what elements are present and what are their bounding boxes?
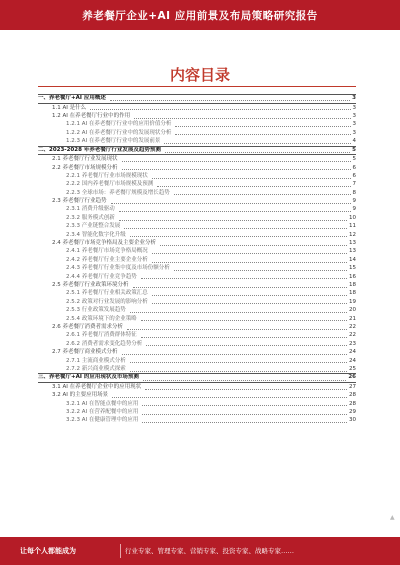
toc-entry-page: 28 bbox=[349, 392, 356, 399]
toc-leader-dots bbox=[141, 278, 347, 279]
toc-entry[interactable] bbox=[38, 298, 356, 306]
toc-entry[interactable] bbox=[38, 239, 356, 247]
toc-entry[interactable] bbox=[38, 348, 356, 356]
toc-entry-page: 7 bbox=[352, 181, 356, 188]
toc-leader-dots bbox=[130, 371, 347, 372]
toc-leader-dots bbox=[119, 211, 351, 212]
toc-entry-label: 1.2.1 AI 在养老餐厅行业中的应用价值分析 bbox=[66, 121, 172, 128]
toc-entry[interactable] bbox=[38, 264, 356, 272]
toc-entry-label: 2.5.2 政策对行业发展的影响分析 bbox=[66, 298, 148, 305]
toc-leader-dots bbox=[111, 203, 351, 204]
toc-entry-page: 16 bbox=[349, 273, 356, 280]
toc-entry-label: 3.2.2 AI 在营养配餐中的应用 bbox=[66, 409, 139, 416]
toc-entry[interactable] bbox=[38, 205, 356, 213]
toc-leader-dots bbox=[145, 389, 347, 390]
toc-leader-dots bbox=[146, 345, 347, 346]
toc-entry[interactable] bbox=[38, 222, 356, 230]
toc-entry[interactable] bbox=[38, 112, 356, 120]
toc-entry-page: 3 bbox=[352, 129, 356, 136]
toc-list bbox=[38, 94, 356, 425]
toc-entry[interactable] bbox=[38, 189, 356, 197]
toc-entry-label: 2.5 养老餐厅行业政策环境分析 bbox=[52, 282, 129, 288]
toc-entry-page: 3 bbox=[352, 121, 356, 128]
scroll-up-icon[interactable]: ▲ bbox=[390, 514, 395, 521]
toc-entry-label: 2.2.2 国内养老餐厅市场规模及预测 bbox=[66, 181, 154, 188]
toc-entry[interactable] bbox=[38, 155, 356, 163]
toc-entry[interactable] bbox=[38, 180, 356, 188]
toc-entry[interactable] bbox=[38, 104, 356, 112]
toc-leader-dots bbox=[130, 362, 347, 363]
toc-entry-page: 27 bbox=[349, 383, 356, 390]
toc-entry[interactable] bbox=[38, 146, 356, 156]
toc-leader-dots bbox=[152, 262, 347, 263]
toc-heading: 内容目录 bbox=[169, 66, 230, 84]
toc-leader-dots bbox=[141, 320, 347, 321]
toc-entry[interactable] bbox=[38, 408, 356, 416]
toc-entry-label: 2.7.1 主流商业模式分析 bbox=[66, 357, 126, 364]
footer-divider bbox=[120, 544, 121, 558]
toc-entry-label: 2.4.3 养老餐厅行业集中度及市场份额分析 bbox=[66, 265, 170, 272]
toc-leader-dots bbox=[90, 109, 350, 110]
footer-roles: 行业专家、管理专家、营销专家、投资专家、战略专家…… bbox=[125, 547, 294, 555]
toc-entry-page: 6 bbox=[352, 172, 356, 179]
toc-entry-label: 2.2.3 全球市场：养老餐厅规模及增长趋势 bbox=[66, 189, 170, 196]
toc-leader-dots bbox=[175, 134, 350, 135]
toc-leader-dots bbox=[112, 397, 347, 398]
toc-entry-page: 21 bbox=[349, 315, 356, 322]
toc-entry[interactable] bbox=[38, 391, 356, 399]
toc-entry-page: 19 bbox=[349, 298, 356, 305]
toc-entry[interactable] bbox=[38, 256, 356, 264]
toc-entry-label: 3.2 AI 的主要应用场景 bbox=[52, 392, 109, 399]
toc-entry-page: 25 bbox=[349, 365, 356, 372]
toc-entry-label: 2.5.3 行业政策发展趋势 bbox=[66, 307, 126, 314]
report-header-band bbox=[0, 0, 400, 30]
toc-entry-label: 3.1 AI 在养老餐厅企业中的应用现状 bbox=[52, 383, 142, 390]
toc-entry-label: 1.1 AI 是什么 bbox=[52, 104, 87, 111]
toc-entry-label: 2.2.1 养老餐厅行业市场规模现状 bbox=[66, 172, 148, 179]
toc-entry-label: 2.4 养老餐厅市场竞争格局及主要企业分析 bbox=[52, 240, 156, 247]
toc-entry[interactable] bbox=[38, 129, 356, 137]
toc-leader-dots bbox=[152, 303, 347, 304]
toc-leader-dots bbox=[152, 253, 347, 254]
toc-entry-label: 2.4.2 养老餐厅行业主要企业分析 bbox=[66, 256, 148, 263]
toc-entry-label: 2.3.3 产业链整合发展 bbox=[66, 223, 121, 230]
toc-entry[interactable] bbox=[38, 416, 356, 424]
toc-entry-label: 2.1 养老餐厅行业发展现状 bbox=[52, 156, 118, 163]
toc-leader-dots bbox=[122, 161, 351, 162]
toc-entry-page: 24 bbox=[349, 349, 356, 356]
toc-entry-label: 3.2.3 AI 在健康管理中的应用 bbox=[66, 417, 139, 424]
toc-entry[interactable] bbox=[38, 315, 356, 323]
toc-leader-dots bbox=[124, 228, 347, 229]
toc-leader-dots bbox=[130, 312, 347, 313]
toc-entry-label: 1.2 AI 在养老餐厅行业中的作用 bbox=[52, 112, 131, 119]
toc-leader-dots bbox=[122, 354, 348, 355]
toc-leader-dots bbox=[142, 422, 347, 423]
toc-entry-label: 二、2023-2028 年养老餐厅行业发展及趋势预测 bbox=[38, 146, 161, 153]
toc-entry-page: 24 bbox=[349, 357, 356, 364]
toc-entry-page: 9 bbox=[352, 206, 356, 213]
toc-entry-page: 5 bbox=[352, 156, 356, 163]
toc-leader-dots bbox=[160, 245, 347, 246]
toc-leader-dots bbox=[133, 287, 348, 288]
toc-entry-page: 14 bbox=[349, 256, 356, 263]
toc-entry[interactable] bbox=[38, 164, 356, 172]
toc-leader-dots bbox=[174, 270, 347, 271]
toc-entry[interactable] bbox=[38, 383, 356, 391]
toc-leader-dots bbox=[142, 405, 347, 406]
toc-entry[interactable] bbox=[38, 231, 356, 239]
toc-leader-dots bbox=[130, 236, 347, 237]
toc-entry[interactable] bbox=[38, 197, 356, 205]
toc-entry-page: 3 bbox=[352, 112, 356, 119]
toc-entry[interactable] bbox=[38, 365, 356, 373]
toc-entry-page: 28 bbox=[349, 400, 356, 407]
toc-entry-label: 1.2.3 AI 在养老餐厅行业中的发展前景 bbox=[66, 138, 161, 145]
toc-entry-page: 6 bbox=[352, 164, 356, 171]
toc-entry[interactable] bbox=[38, 323, 356, 331]
toc-leader-dots bbox=[152, 178, 351, 179]
toc-entry[interactable] bbox=[38, 247, 356, 255]
toc-entry-page: 30 bbox=[349, 417, 356, 424]
toc-entry-label: 3.2.1 AI 在智能点餐中的应用 bbox=[66, 400, 139, 407]
toc-entry-label: 2.4.4 养老餐厅行业竞争趋势 bbox=[66, 273, 137, 280]
footer-band bbox=[0, 537, 400, 565]
toc-entry[interactable] bbox=[38, 137, 356, 145]
toc-entry-page: 11 bbox=[349, 223, 356, 230]
toc-entry[interactable] bbox=[38, 373, 356, 383]
toc-entry-page: 5 bbox=[352, 146, 356, 153]
footer-slogan: 让每个人都能成为 bbox=[20, 547, 76, 555]
toc-entry-page: 4 bbox=[352, 138, 356, 145]
toc-entry[interactable] bbox=[38, 289, 356, 297]
toc-leader-dots bbox=[119, 220, 347, 221]
toc-entry-label: 2.6.1 养老餐厅消费群体特征 bbox=[66, 332, 137, 339]
toc-entry-label: 2.3.4 智能化数字化升级 bbox=[66, 231, 126, 238]
toc-entry-page: 12 bbox=[349, 231, 356, 238]
toc-entry-label: 2.6.2 消费者需求变化趋势分析 bbox=[66, 340, 143, 347]
toc-leader-dots bbox=[127, 329, 347, 330]
toc-entry-page: 10 bbox=[349, 214, 356, 221]
toc-entry-page: 20 bbox=[349, 307, 356, 314]
toc-entry-label: 2.4.1 养老餐厅市场竞争格局概况 bbox=[66, 248, 148, 255]
toc-entry-label: 1.2.2 AI 在养老餐厅行业中的发展现状分析 bbox=[66, 129, 172, 136]
toc-entry[interactable] bbox=[38, 331, 356, 339]
toc-entry-page: 15 bbox=[349, 265, 356, 272]
toc-entry-label: 2.5.1 养老餐厅行业相关政策汇总 bbox=[66, 290, 148, 297]
toc-entry-label: 2.5.4 政策环境下的企业策略 bbox=[66, 315, 137, 322]
toc-entry-label: 三、养老餐厅+AI 的应用现状及市场预测 bbox=[38, 374, 139, 381]
toc-entry-page: 3 bbox=[352, 104, 356, 111]
toc-entry-page: 3 bbox=[352, 95, 356, 101]
toc-entry[interactable] bbox=[38, 172, 356, 180]
toc-entry-page: 18 bbox=[349, 290, 356, 297]
toc-leader-dots bbox=[122, 169, 351, 170]
toc-leader-dots bbox=[143, 380, 347, 381]
toc-entry-label: 一、养老餐厅+AI 应用概述 bbox=[38, 95, 106, 101]
toc-entry[interactable] bbox=[38, 400, 356, 408]
toc-entry-label: 2.7.2 新兴商业模式探索 bbox=[66, 365, 126, 372]
toc-leader-dots bbox=[157, 186, 350, 187]
toc-entry-page: 13 bbox=[349, 248, 356, 255]
toc-entry-label: 2.7 养老餐厅商业模式分析 bbox=[52, 349, 118, 356]
toc-entry-page: 22 bbox=[349, 332, 356, 339]
report-title: 养老餐厅企业+AI 应用前景及布局策略研究报告 bbox=[82, 9, 318, 22]
toc-entry[interactable] bbox=[38, 94, 356, 104]
toc-leader-dots bbox=[152, 295, 347, 296]
toc-entry-page: 8 bbox=[352, 189, 356, 196]
toc-entry[interactable] bbox=[38, 357, 356, 365]
toc-leader-dots bbox=[142, 414, 347, 415]
toc-leader-dots bbox=[174, 194, 351, 195]
toc-entry[interactable] bbox=[38, 340, 356, 348]
toc-entry-page: 9 bbox=[352, 198, 356, 205]
toc-leader-dots bbox=[165, 152, 350, 153]
toc-entry-label: 2.3.2 服务模式创新 bbox=[66, 214, 115, 221]
toc-entry[interactable] bbox=[38, 120, 356, 128]
toc-entry-page: 29 bbox=[349, 409, 356, 416]
toc-entry-page: 22 bbox=[349, 323, 356, 330]
toc-leader-dots bbox=[141, 337, 347, 338]
toc-entry-label: 2.2 养老餐厅市场规模分析 bbox=[52, 164, 118, 171]
toc-entry-label: 2.3.1 消费升级驱动 bbox=[66, 206, 115, 213]
toc-divider bbox=[38, 86, 356, 87]
toc-entry-page: 26 bbox=[348, 374, 356, 381]
toc-leader-dots bbox=[175, 126, 350, 127]
toc-entry[interactable] bbox=[38, 306, 356, 314]
toc-leader-dots bbox=[164, 143, 350, 144]
toc-leader-dots bbox=[110, 100, 350, 101]
toc-entry[interactable] bbox=[38, 281, 356, 289]
toc-entry[interactable] bbox=[38, 273, 356, 281]
toc-leader-dots bbox=[134, 118, 350, 119]
toc-entry[interactable] bbox=[38, 214, 356, 222]
toc-entry-label: 2.6 养老餐厅消费者需求分析 bbox=[52, 323, 123, 330]
toc-entry-page: 23 bbox=[349, 340, 356, 347]
toc-entry-page: 18 bbox=[349, 282, 356, 288]
toc-entry-page: 13 bbox=[349, 240, 356, 247]
toc-entry-label: 2.3 养老餐厅行业趋势 bbox=[52, 198, 107, 205]
